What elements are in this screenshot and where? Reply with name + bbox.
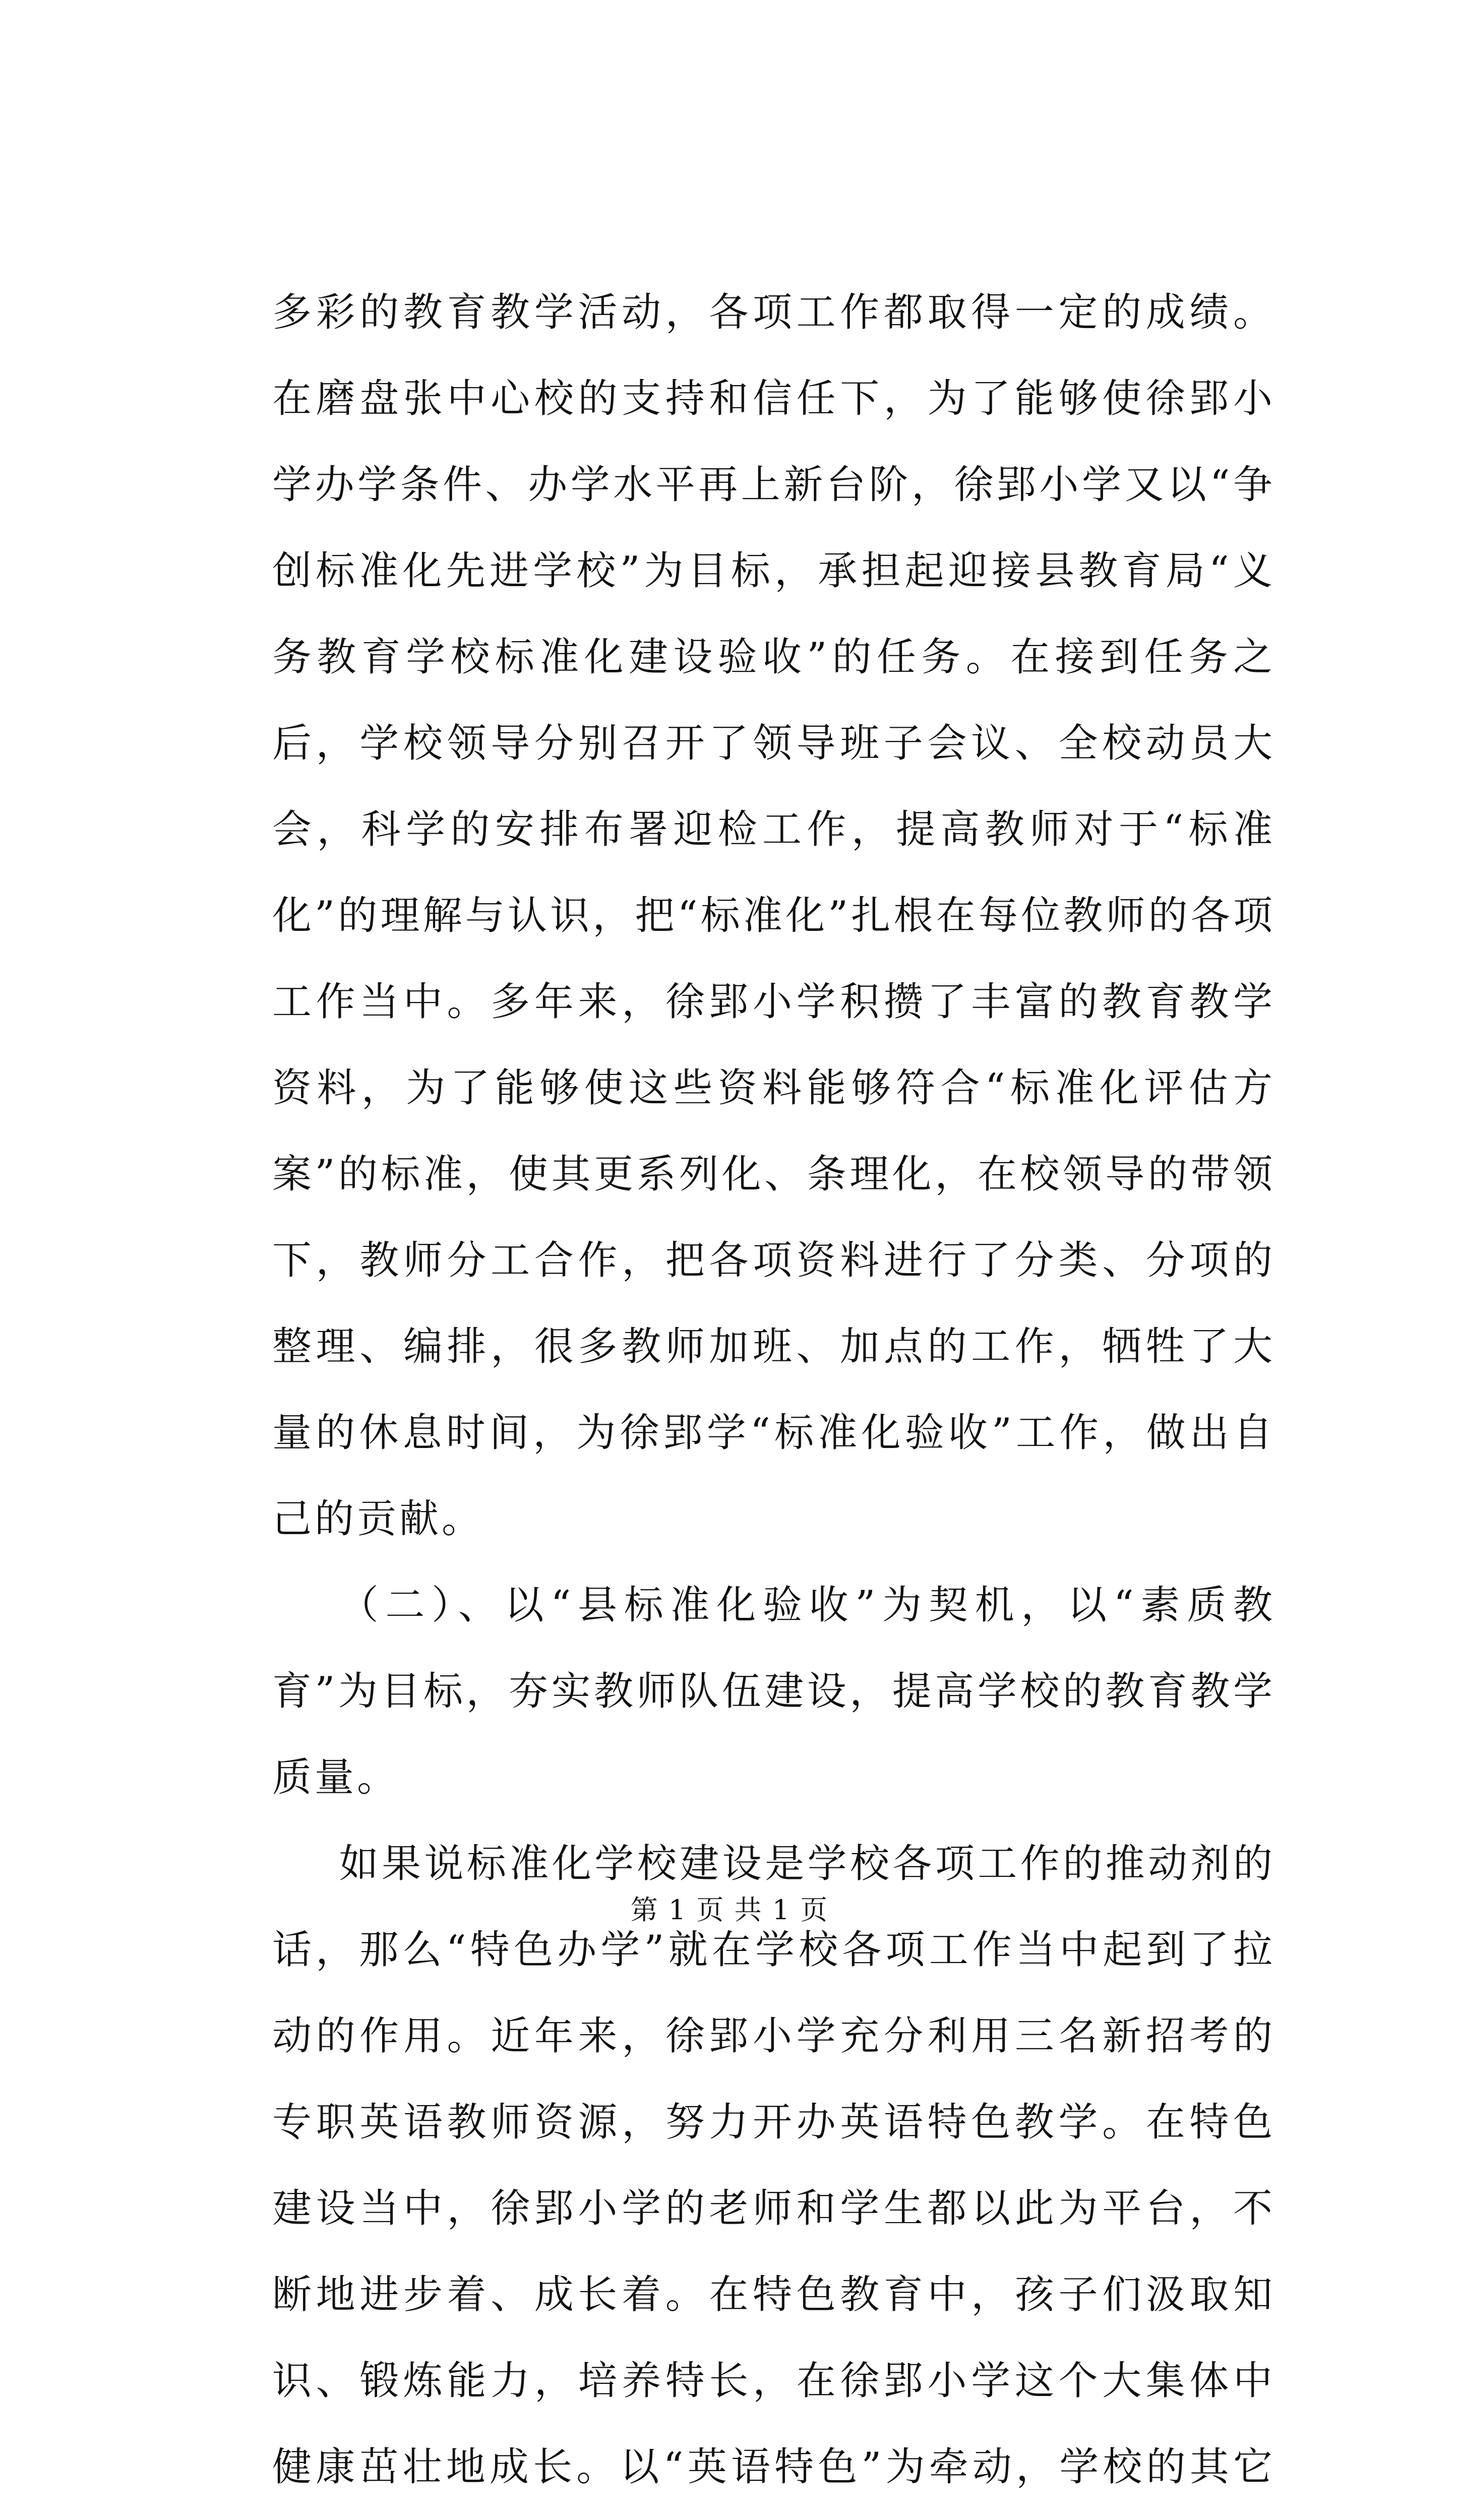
paragraph-3: 如果说标准化学校建设是学校各项工作的推动剂的话，那么“特色办学”就在学校各项工作当中起到了拉动的作用。近年来，徐郢小学充分利用三名新招考的专职英语教师资源，努力开办英语特色教学。在特色建设当中，徐郢小学的老师和学生都以此为平台，不断地进步着、成长着。在特色教育中，孩子们汲取知识、锻炼能力，培养特长，在徐郢小学这个大集体中健康茁壮地成长。以“英语特色”为牵动，学校的其它	[272, 1841, 1275, 2490]
page-footer: 第 1 页 共 1 页	[630, 1894, 829, 1926]
paragraph-2-heading: （二）、以“县标准化验收”为契机，以“素质教育”为目标，夯实教师队伍建设，提高学校的教育教学质量。	[272, 1583, 1275, 1800]
paragraph-1: 多彩的教育教学活动，各项工作都取得一定的成绩。在磨盘张中心校的支持和信任下，为了能够使徐郢小学办学条件、办学水平再上新台阶，徐郢小学又以“争创标准化先进学校”为目标，承担起迎接县教育局“义务教育学校标准化建设验收”的任务。在接到任务之后，学校领导分别召开了领导班子会议、全校动员大会，科学的安排布署迎检工作，提高教师对于“标准化”的理解与认识，把“标准化”扎根在每位教师的各项工作当中。多年来，徐郢小学积攒了丰富的教育教学资料，为了能够使这些资料能够符合“标准化评估方案”的标准，使其更系列化、条理化，在校领导的带领下，教师分工合作，把各项资料进行了分类、分项的整理、编排，很多教师加班、加点的工作，牺牲了大量的休息时间，为徐郢学“标准化验收”工作，做出自己的贡献。	[272, 290, 1275, 1542]
document-body	[272, 270, 1275, 2520]
